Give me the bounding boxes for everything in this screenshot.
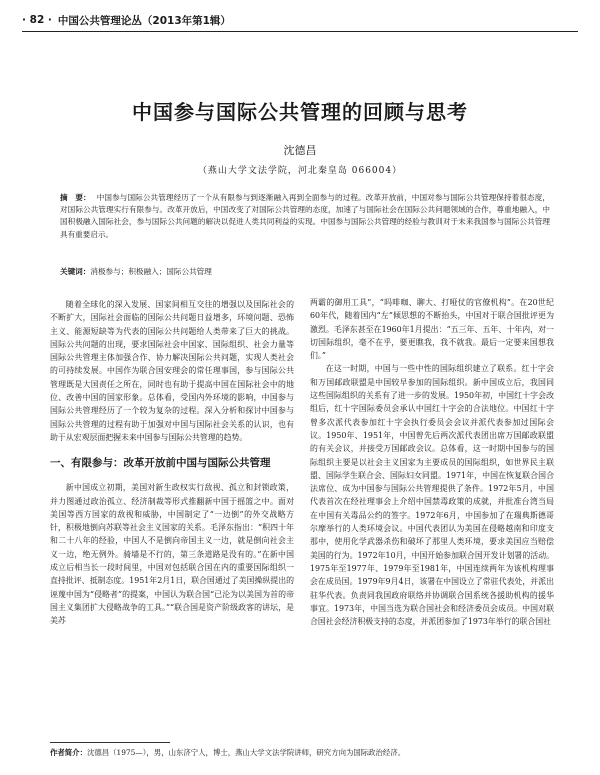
footnote-text: 沈德昌（1975—），男，山东济宁人，博士，燕山大学文法学院讲师，研究方向为国际政治经济。 bbox=[86, 748, 406, 757]
article-title: 中国参与国际公共管理的回顾与思考 bbox=[132, 100, 468, 124]
intro-paragraph: 随着全球化的深入发展、国家间相互交往的增强以及国际社会的不断扩大，国际社会面临的国际公共问题日益增多，环境问题、恐怖主义、能源短缺等为代表的国际公共问题给人类带来了巨大的挑战。国际公共问题的出现，要求国际社会中国家、国际组织、社会力量等国际公共管理主体加强合作、协力解决国际公共问题，实现人类社会的可持续发展。中国作为联合国安理会的常任理事国，参与国际公共管理既是大国责任之所在，同时也有助于提高中国在国际社会中的地位、改善中国的国家形象。总体看，受国内外环境的影响，中国参与国际公共管理经历了一个较为复杂的过程。深入分析和探讨中国参与国际公共管理的过程有助于加强对中国与国际社会关系的认识，也有助于从宏观层面把握未来中国参与国际公共管理的趋势。 bbox=[50, 300, 294, 442]
footnote-rule bbox=[50, 742, 170, 743]
abstract-text: 中国参与国际公共管理经历了一个从有限参与到逐渐融入再到全面参与的过程。改革开放前，中国对参与国际公共管理保持着很态度，对国际公共管理实行有限参与。改革开放后，中国改变了对国际公共管理的态度，加速了与国际社会在国际公共问题领域的合作，尊重地融入，中国积极融入国际社会，参与国际公共问题的解决以促进人类共同利益的实现。中国参与国际公共管理的经验与教训对于未来我国参与国际公共管理具有重要启示。 bbox=[60, 193, 551, 239]
continued-paragraph: 两霸的御用工具”，“吗啡咖、聊大、打哑仗的官僚机构”。在20世纪60年代，随着国内“左”倾思想的不断抬头，中国对于联合国批评更为激烈。毛泽东甚至在1960年1月提出：“五三年、五年、十年内，对一切国际组织，毫不在乎，要更瞧我，我不就我。最后一定要来国想我们。” bbox=[310, 298, 554, 361]
keywords-label: 关键词： bbox=[60, 267, 91, 276]
section-paragraph: 新中国成立初期，美国对新生政权实行敌视、孤立和封锁政策，并力图通过政治孤立、经济制裁等形式推翻新中国于摇篮之中。面对美国等西方国家的敌视和威胁，中国制定了“一边倒”的外交战略方针，积极地倒向苏联等社会主义国家的关系。毛泽东指出：“积四十年和二十八年的经验，中国人不是倒向帝国主义一边，就是倒向社会主义一边，绝无例外。骑墙是不行的，第三条道路是没有的。”在新中国成立后相当长一段时间里，中国对包括联合国在内的重要国际组织一直持批评、抵制态度。1951年2月1日，联合国通过了美国操纵提出的诬蔑中国为“侵略者”的提案，中国认为联合国“已沦为以美国为首的帝国主义集团扩大侵略战争的工具。”“联合国是资产阶级政客的讲坛，是美苏 bbox=[50, 483, 294, 626]
keywords-text: 消极参与；积极融入；国际公共管理 bbox=[90, 267, 212, 276]
footnote-label: 作者简介： bbox=[50, 748, 87, 757]
header-rule bbox=[22, 31, 578, 32]
author-footnote bbox=[50, 747, 560, 758]
abstract bbox=[60, 192, 550, 241]
running-head bbox=[22, 10, 578, 30]
body-paragraph: 在这一时期，中国与一些中性的国际组织建立了联系。红十字会和万国邮政联盟是中国较早参加的国际组织。新中国成立后，我国同这些国际组织的关系有了进一步的发展。1950年初，中国红十字会改组后，红十字国际委员会承认中国红十字会的合法地位。中国红十字曾多次派代表参加红十字会执行委员会会议并派代表参加过国际会议。1950年、1951年，中国曾先后两次派代表团出席万国邮政联盟的有关会议，并接受万国邮政会议。总体看，这一时期中国参与的国际组织主要是以社会主义国家为主要成员的国际组织，如世界民主联盟、国际学生联合会、国际妇女同盟。1971年，中国在恢复联合国合法席位、成为中国参与国际公共管理提供了条件。1972年5月，中国代表首次在经社理事会上介绍中国禁毒政策的成就，并批准台湾当局在中国有关毒品公约的签字。1972年6月，中国参加了在瑞典斯德哥尔摩举行的人类环境会议。中国代表团认为美国在侵略越南和印度支那中，使用化学武器杀伤和破坏了那里人类环境，要求美国应当赔偿美国的行为。1972年10月，中国开始参加联合国开发计划署的活动。1975年至1977年、1979年至1981年，中国连续两年为该机构理事会在成员国。1979年9月4日，该署在中国设立了常驻代表处，并派出驻华代表。负责同我国政府联络并协调联合国系统各援助机构的援华事宜。1973年，中国当选为联合国社会和经济委员会成员。中国对联合国社会经济积极支持的态度，并派团参加了1973年举行的联合国社 bbox=[310, 364, 554, 627]
author-name: 沈德昌 bbox=[283, 144, 317, 157]
section-heading: 一、有限参与：改革开放前中国与国际公共管理 bbox=[50, 457, 271, 470]
right-column bbox=[310, 296, 554, 628]
keywords bbox=[60, 266, 550, 278]
page-number: · 82 · bbox=[22, 14, 52, 26]
author-affiliation: （燕山大学文法学院，河北秦皇岛 066004） bbox=[197, 166, 403, 176]
journal-name: 中国公共管理论丛（2013年第1辑） bbox=[57, 14, 231, 27]
abstract-label: 摘 要： bbox=[60, 193, 91, 202]
left-column bbox=[50, 298, 294, 628]
